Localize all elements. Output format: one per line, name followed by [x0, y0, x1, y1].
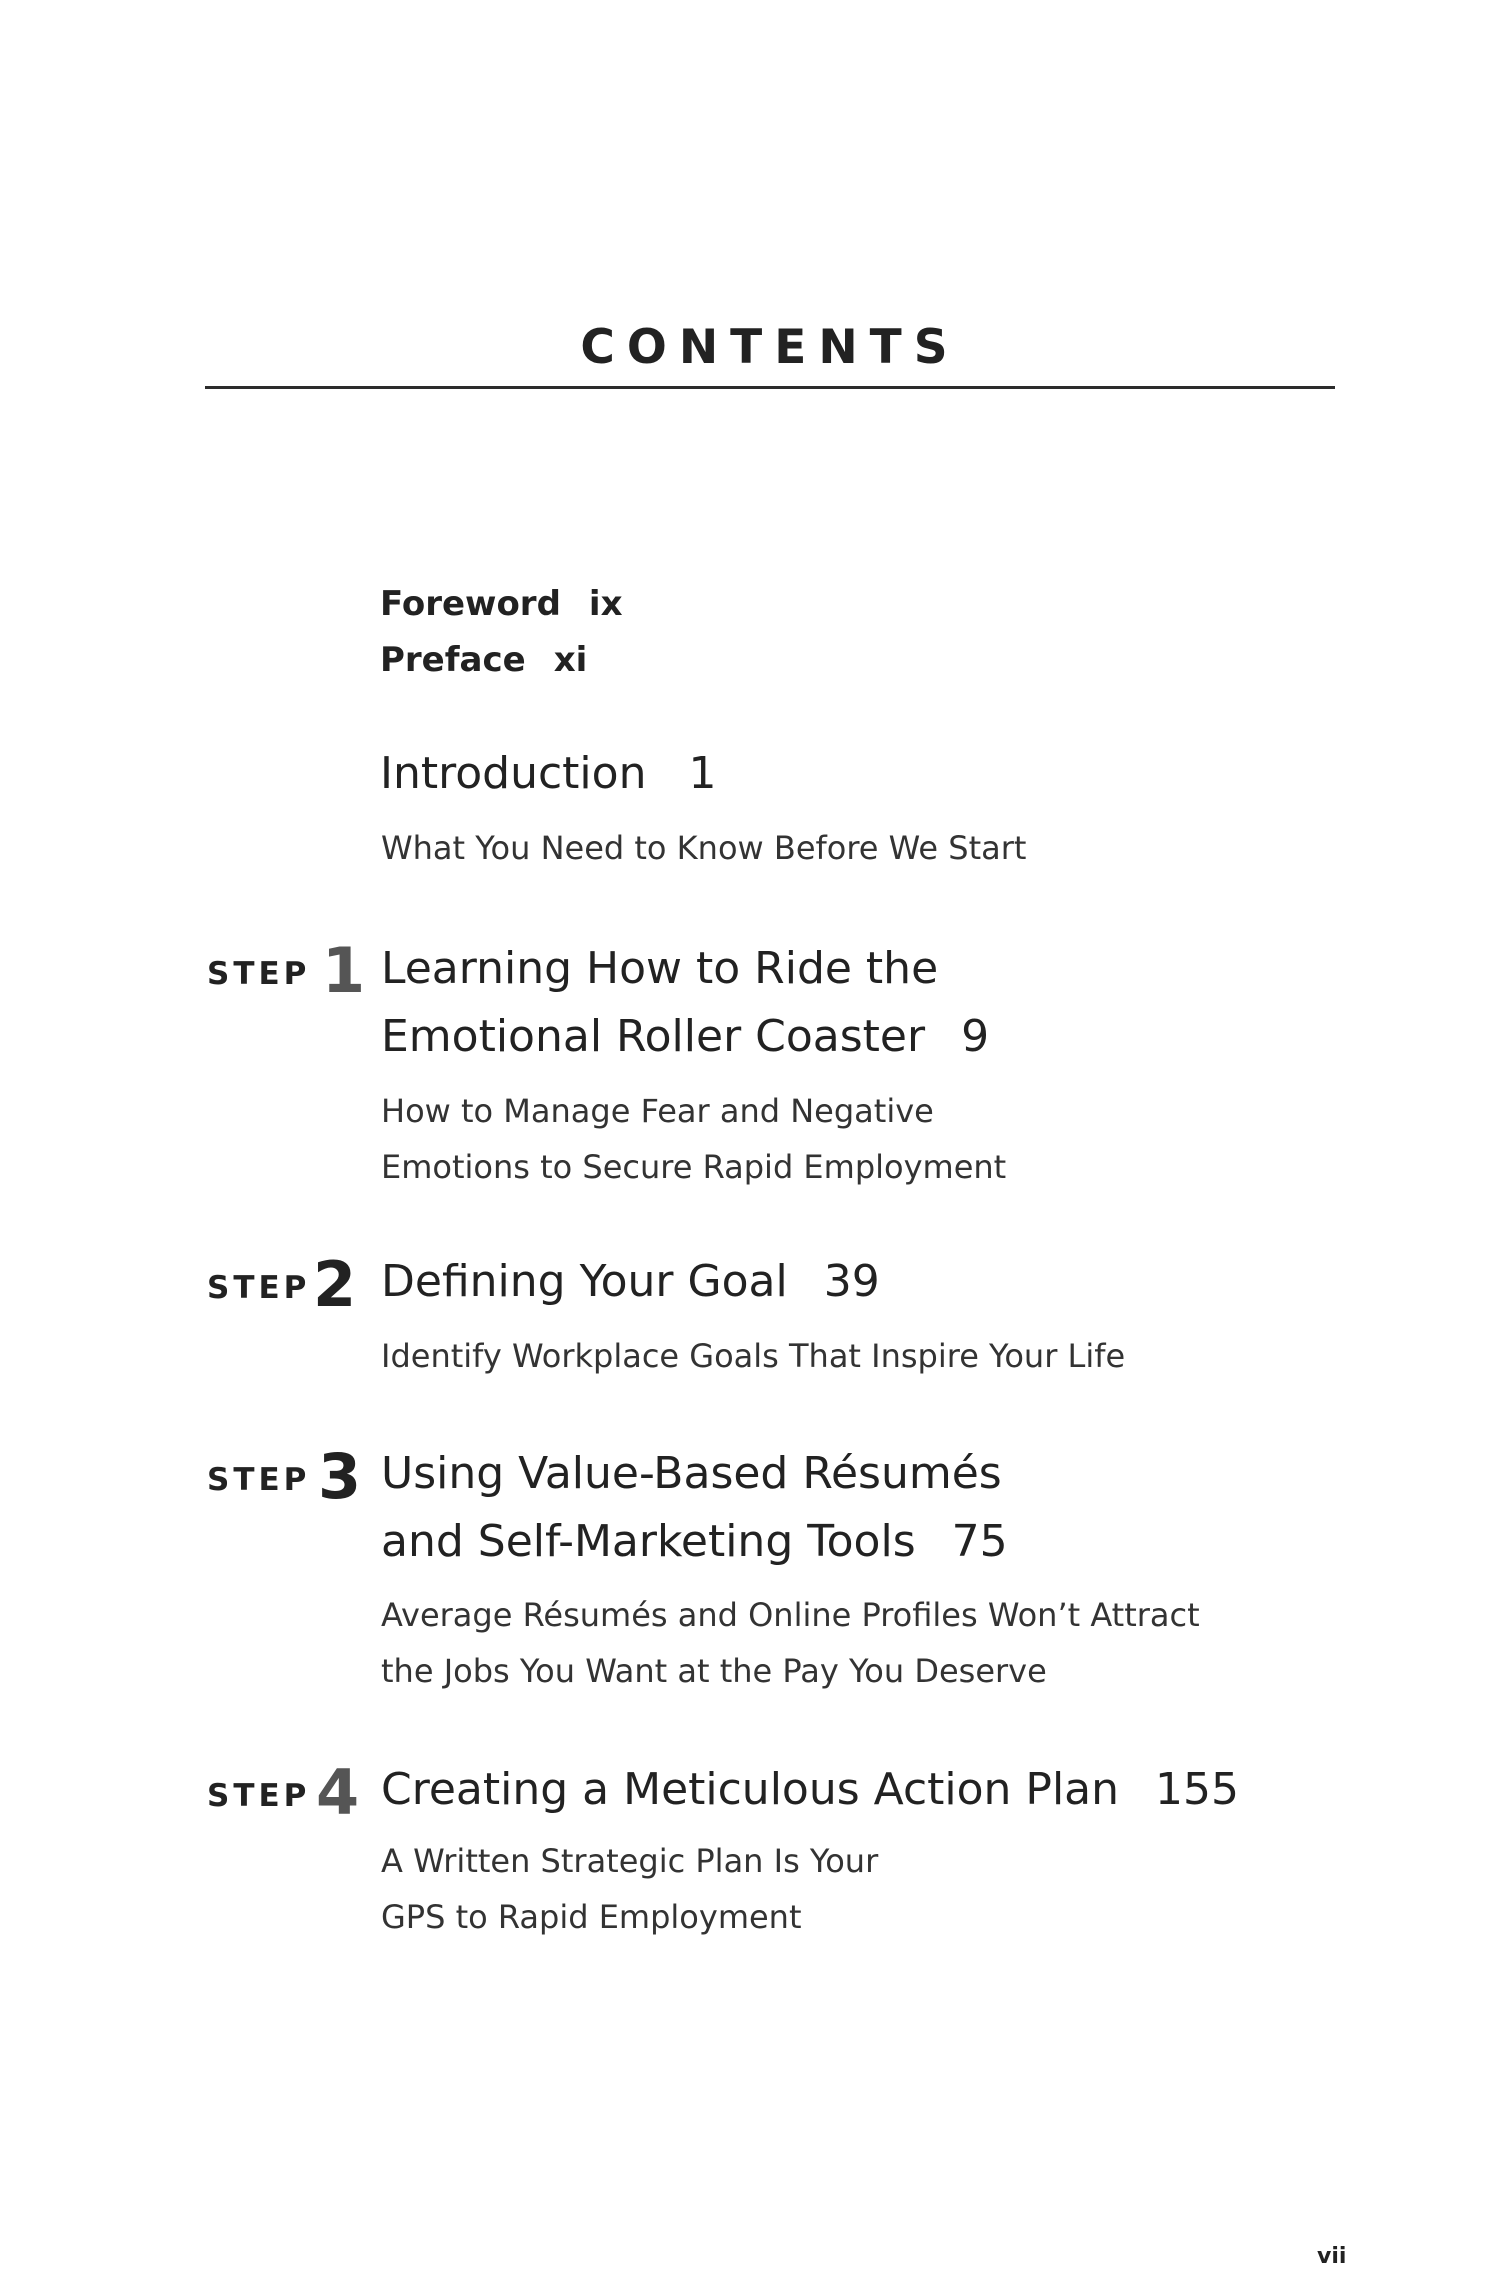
toc-entry-label: Foreword	[380, 584, 561, 624]
step-number: 2	[313, 1248, 357, 1321]
step-title-line: Using Value-Based Résumés	[381, 1448, 1002, 1499]
step-title	[381, 1248, 880, 1316]
step-subtitle	[381, 1328, 1125, 1384]
step-number: 4	[316, 1756, 360, 1829]
page-number-folio: vii	[1317, 2244, 1347, 2269]
step-subtitle-line: Average Résumés and Online Profiles Won’t Attract	[381, 1596, 1200, 1634]
toc-page-number: 39	[823, 1256, 880, 1307]
step-label: STEP	[207, 1778, 311, 1814]
step-subtitle-line: How to Manage Fear and Negative	[381, 1092, 934, 1130]
toc-page-number: 155	[1155, 1764, 1240, 1815]
step-subtitle	[381, 1833, 878, 1945]
step-number: 1	[322, 934, 366, 1007]
step-subtitle-line: the Jobs You Want at the Pay You Deserve	[381, 1652, 1047, 1690]
toc-page-number: xi	[553, 640, 588, 680]
step-subtitle	[381, 1587, 1200, 1699]
step-subtitle-line: A Written Strategic Plan Is Your	[381, 1842, 879, 1880]
step-subtitle-line: Emotions to Secure Rapid Employment	[381, 1148, 1007, 1186]
step-number: 3	[318, 1440, 362, 1513]
toc-entry-introduction	[380, 748, 716, 799]
toc-entry-title: Introduction	[380, 748, 647, 799]
step-subtitle	[381, 1083, 1006, 1195]
toc-page-number: 75	[951, 1516, 1008, 1567]
toc-entry-subtitle: What You Need to Know Before We Start	[381, 829, 1027, 867]
step-title-line: Creating a Meticulous Action Plan 155	[381, 1764, 1240, 1815]
toc-page-number: 9	[961, 1011, 990, 1062]
toc-entry-label: Preface	[380, 640, 526, 680]
step-label: STEP	[207, 1270, 311, 1306]
step-label: STEP	[207, 1462, 311, 1498]
step-title-line: Learning How to Ride the	[381, 943, 939, 994]
step-title	[381, 1440, 1008, 1576]
step-title-line: Emotional Roller Coaster 9	[381, 1011, 990, 1062]
step-title-line: Defining Your Goal 39	[381, 1256, 880, 1307]
step-label: STEP	[207, 956, 311, 992]
step-title-line: and Self-Marketing Tools 75	[381, 1516, 1008, 1567]
step-subtitle-line: GPS to Rapid Employment	[381, 1898, 802, 1936]
page-title: CONTENTS	[580, 320, 960, 375]
toc-page-number: 1	[688, 748, 717, 799]
toc-page-number: ix	[588, 584, 623, 624]
step-title	[381, 935, 989, 1071]
step-subtitle-line: Identify Workplace Goals That Inspire Your Life	[381, 1337, 1126, 1375]
toc-entry-foreword	[380, 584, 623, 624]
step-title	[381, 1756, 1239, 1824]
toc-entry-preface	[380, 640, 587, 680]
contents-header	[205, 316, 1335, 389]
